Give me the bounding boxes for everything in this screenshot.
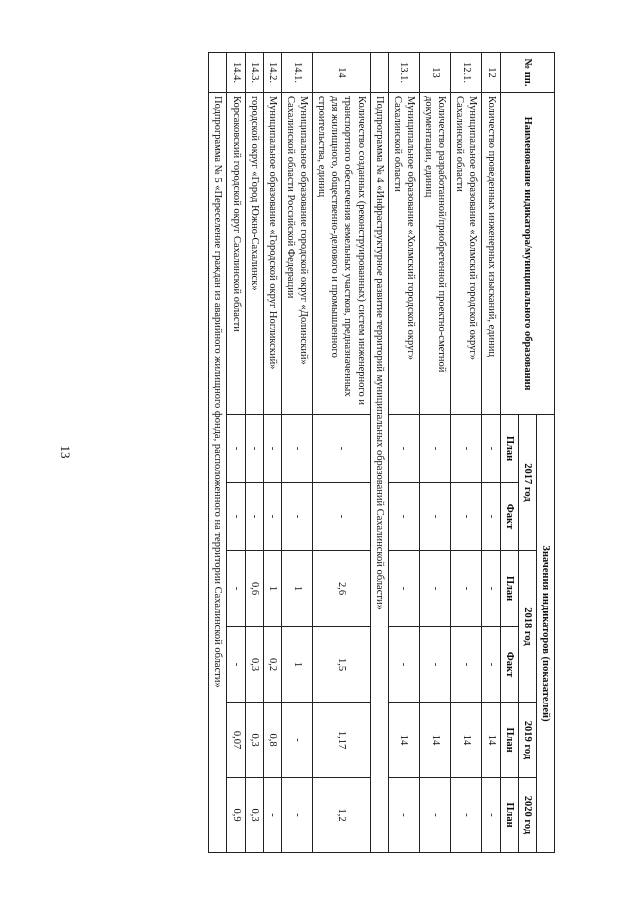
value-cell: - <box>482 415 500 483</box>
value-cell: - <box>281 483 312 551</box>
value-cell: 0,6 <box>245 551 263 627</box>
value-cell: - <box>281 778 312 853</box>
row-num: 12 <box>482 53 500 93</box>
col-num-header: № пп. <box>500 53 554 93</box>
plan-2018-header: План <box>500 551 518 627</box>
row-num: 14 <box>313 53 371 93</box>
subprogram-row <box>370 53 388 853</box>
page-number: 13 <box>58 445 73 459</box>
table-row <box>388 53 419 853</box>
value-cell: - <box>420 778 451 853</box>
table-row <box>245 53 263 853</box>
row-name: городской округ «Город Южно-Сахалинск» <box>245 93 263 415</box>
value-cell: - <box>388 778 419 853</box>
table-row <box>420 53 451 853</box>
value-cell: - <box>227 483 245 551</box>
row-name: Муниципальное образование «Холмский городской округ» Сахалинской области <box>451 93 482 415</box>
value-cell: 1 <box>281 627 312 703</box>
value-cell: - <box>263 415 281 483</box>
value-cell: - <box>482 627 500 703</box>
value-cell: - <box>313 483 371 551</box>
row-name: Корсаковский городской округ Сахалинской области <box>227 93 245 415</box>
row-name: Муниципальное образование «Холмский городской округ» Сахалинской области <box>388 93 419 415</box>
value-cell: - <box>451 483 482 551</box>
indicators-table <box>208 52 555 853</box>
value-cell: 14 <box>482 703 500 778</box>
subprogram-5-title: Подпрограмма № 5 «Переселение граждан из аварийного жилищного фонда, расположенного на территории Сахалинской области» <box>209 93 227 853</box>
rotated-table-page <box>85 52 555 852</box>
value-cell: 1,17 <box>313 703 371 778</box>
value-cell: 1 <box>281 551 312 627</box>
plan-2019-header: План <box>500 703 518 778</box>
row-num: 13 <box>420 53 451 93</box>
value-cell: - <box>482 483 500 551</box>
year-2019-header: 2019 год <box>518 703 536 778</box>
subprogram-row <box>209 53 227 853</box>
plan-2017-header: План <box>500 415 518 483</box>
row-name: Количество созданных (реконструированных) систем инженерного и транспортного обеспечения земельных участков, предназначенных для жилищного, общественно-делового и промышленного строительства, единиц <box>313 93 371 415</box>
value-cell: 0,07 <box>227 703 245 778</box>
row-num: 13.1. <box>388 53 419 93</box>
value-cell: - <box>227 627 245 703</box>
value-cell: 0,2 <box>263 627 281 703</box>
value-cell: - <box>420 483 451 551</box>
row-num: 14.3. <box>245 53 263 93</box>
value-cell: 0,9 <box>227 778 245 853</box>
value-cell: - <box>245 483 263 551</box>
fact-2018-header: Факт <box>500 627 518 703</box>
value-cell: 1 <box>263 551 281 627</box>
value-cell: - <box>263 778 281 853</box>
table-row <box>482 53 500 853</box>
row-num: 14.1. <box>281 53 312 93</box>
subprogram-4-title: Подпрограмма № 4 «Инфраструктурное развитие территорий муниципальных образований Сахалинской области» <box>370 93 388 853</box>
values-group-header: Значения индикаторов (показателей) <box>536 415 554 853</box>
value-cell: - <box>388 483 419 551</box>
value-cell: 14 <box>420 703 451 778</box>
value-cell: 0,3 <box>245 703 263 778</box>
year-2017-header: 2017 год <box>518 415 536 551</box>
empty-num-cell <box>209 53 227 93</box>
row-name: Муниципальное образование городской округ «Долинский» Сахалинской области Российской Федерации <box>281 93 312 415</box>
value-cell: - <box>451 551 482 627</box>
value-cell: - <box>227 415 245 483</box>
table-row <box>313 53 371 853</box>
row-num: 14.2. <box>263 53 281 93</box>
row-name: Количество проведенных инженерных изысканий, единиц <box>482 93 500 415</box>
value-cell: 14 <box>451 703 482 778</box>
value-cell: - <box>388 551 419 627</box>
header-row-1 <box>536 53 554 853</box>
value-cell: - <box>227 551 245 627</box>
value-cell: 14 <box>388 703 419 778</box>
value-cell: 0,3 <box>245 778 263 853</box>
row-num: 12.1. <box>451 53 482 93</box>
row-num: 14.4. <box>227 53 245 93</box>
table-row <box>263 53 281 853</box>
value-cell: - <box>420 551 451 627</box>
value-cell: - <box>451 415 482 483</box>
table-row <box>451 53 482 853</box>
value-cell: - <box>451 627 482 703</box>
table-row <box>227 53 245 853</box>
value-cell: - <box>420 627 451 703</box>
row-name: Муниципальное образование «Городской округ Ногликский» <box>263 93 281 415</box>
year-2020-header: 2020 год <box>518 778 536 853</box>
fact-2017-header: Факт <box>500 483 518 551</box>
row-name: Количество разработанной/приобретенной проектно-сметной документации, единиц <box>420 93 451 415</box>
value-cell: 2,6 <box>313 551 371 627</box>
col-name-header: Наименование индикатора/муниципального образования <box>500 93 554 415</box>
value-cell: - <box>263 483 281 551</box>
value-cell: 1,2 <box>313 778 371 853</box>
value-cell: - <box>482 551 500 627</box>
value-cell: - <box>313 415 371 483</box>
value-cell: - <box>245 415 263 483</box>
value-cell: 0,3 <box>245 627 263 703</box>
value-cell: - <box>482 778 500 853</box>
value-cell: - <box>420 415 451 483</box>
value-cell: 0,8 <box>263 703 281 778</box>
plan-2020-header: План <box>500 778 518 853</box>
table-row <box>281 53 312 853</box>
year-2018-header: 2018 год <box>518 551 536 703</box>
value-cell: - <box>281 703 312 778</box>
value-cell: - <box>388 415 419 483</box>
empty-num-cell <box>370 53 388 93</box>
value-cell: - <box>388 627 419 703</box>
value-cell: 1,5 <box>313 627 371 703</box>
value-cell: - <box>451 778 482 853</box>
value-cell: - <box>281 415 312 483</box>
